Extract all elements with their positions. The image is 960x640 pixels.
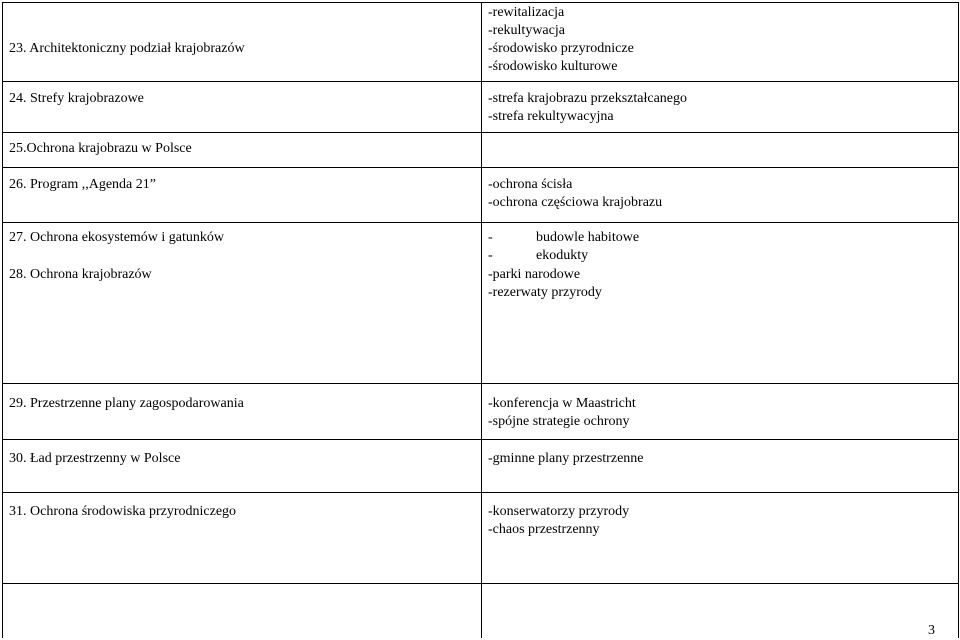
answer-text: ekodukty bbox=[536, 248, 589, 263]
row-divider bbox=[2, 222, 959, 223]
row-number: 28. bbox=[9, 267, 27, 282]
row-title: Ochrona ekosystemów i gatunków bbox=[30, 230, 225, 245]
row-title: Ochrona krajobrazu w Polsce bbox=[26, 141, 192, 156]
row-title: Ochrona krajobrazów bbox=[30, 267, 152, 282]
row-24-question bbox=[9, 90, 469, 108]
answer-item: -chaos przestrzenny bbox=[488, 522, 600, 537]
answer-item: -strefa rekultywacyjna bbox=[488, 109, 614, 124]
row-26-question bbox=[9, 176, 469, 194]
row-divider bbox=[2, 81, 959, 82]
row-28-question bbox=[9, 266, 469, 284]
row-23-answers bbox=[488, 4, 948, 76]
row-26-answers bbox=[488, 176, 948, 212]
answer-item: -ochrona ścisła bbox=[488, 177, 573, 192]
answer-item bbox=[488, 247, 948, 265]
row-divider bbox=[2, 132, 959, 133]
row-title: Program ,,Agenda 21” bbox=[30, 177, 156, 192]
row-number: 31. bbox=[9, 504, 27, 519]
row-title: Architektoniczny podział krajobrazów bbox=[29, 41, 245, 56]
answer-item: -rezerwaty przyrody bbox=[488, 285, 602, 300]
row-divider bbox=[2, 383, 959, 384]
answer-item: -rewitalizacja bbox=[488, 5, 565, 20]
answer-item: -gminne plany przestrzenne bbox=[488, 451, 644, 466]
row-24-answers bbox=[488, 90, 948, 126]
row-23-question bbox=[9, 40, 469, 58]
row-31-answers bbox=[488, 503, 948, 539]
row-divider bbox=[2, 492, 959, 493]
row-title: Strefy krajobrazowe bbox=[30, 91, 144, 106]
row-28-answers bbox=[488, 266, 948, 302]
row-title: Ład przestrzenny w Polsce bbox=[30, 451, 181, 466]
table-column-divider bbox=[481, 2, 482, 638]
answer-item: -konferencja w Maastricht bbox=[488, 396, 636, 411]
row-27-answers bbox=[488, 229, 948, 265]
row-number: 24. bbox=[9, 91, 27, 106]
row-divider bbox=[2, 439, 959, 440]
page-number: 3 bbox=[928, 623, 935, 638]
row-number: 27. bbox=[9, 230, 27, 245]
row-31-question bbox=[9, 503, 469, 521]
bullet-dash: - bbox=[488, 230, 493, 245]
row-29-answers bbox=[488, 395, 948, 431]
row-27-question bbox=[9, 229, 469, 247]
table-border-top bbox=[2, 2, 959, 3]
answer-item: -środowisko przyrodnicze bbox=[488, 41, 634, 56]
row-number: 29. bbox=[9, 396, 27, 411]
answer-item: -ochrona częściowa krajobrazu bbox=[488, 195, 663, 210]
answer-item bbox=[488, 229, 948, 247]
row-title: Ochrona środowiska przyrodniczego bbox=[30, 504, 237, 519]
row-number: 30. bbox=[9, 451, 27, 466]
row-divider bbox=[2, 583, 959, 584]
answer-item: -spójne strategie ochrony bbox=[488, 414, 630, 429]
answer-item: -konserwatorzy przyrody bbox=[488, 504, 630, 519]
row-title: Przestrzenne plany zagospodarowania bbox=[30, 396, 244, 411]
row-30-question bbox=[9, 450, 469, 468]
answer-item: -rekultywacja bbox=[488, 23, 565, 38]
bullet-dash: - bbox=[488, 248, 493, 263]
row-number: 25. bbox=[9, 141, 27, 156]
row-number: 26. bbox=[9, 177, 27, 192]
answer-text: budowle habitowe bbox=[536, 230, 640, 245]
row-29-question bbox=[9, 395, 469, 413]
answer-item: -strefa krajobrazu przekształcanego bbox=[488, 91, 687, 106]
row-divider bbox=[2, 167, 959, 168]
table-border-right bbox=[958, 2, 959, 638]
row-30-answers bbox=[488, 450, 948, 468]
answer-item: -parki narodowe bbox=[488, 267, 581, 282]
table-border-left bbox=[2, 2, 3, 638]
row-number: 23. bbox=[9, 41, 27, 56]
answer-item: -środowisko kulturowe bbox=[488, 59, 618, 74]
row-25-question bbox=[9, 140, 469, 158]
